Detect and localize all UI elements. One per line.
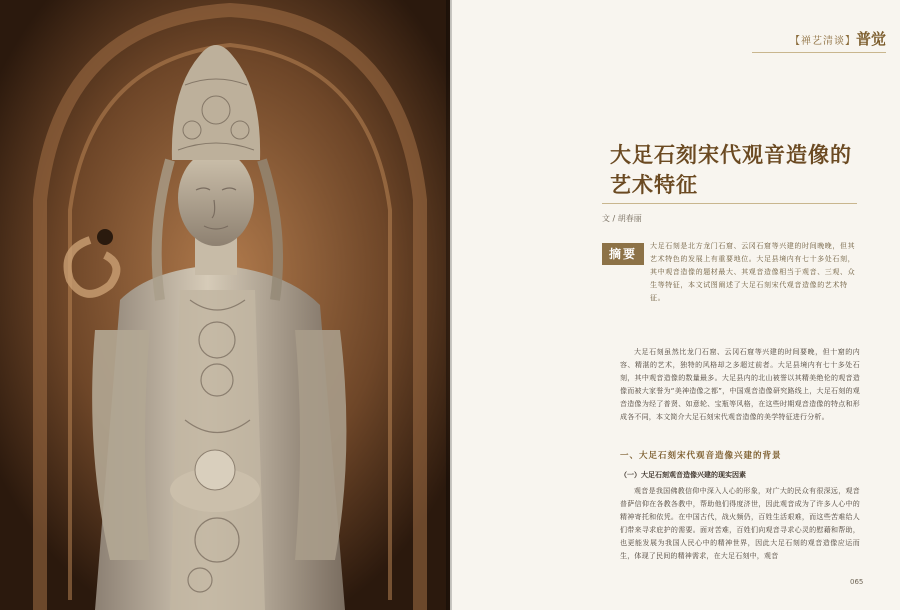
title-line-1: 大足石刻宋代观音造像的 xyxy=(610,142,852,167)
article-title xyxy=(610,140,880,200)
author-byline: 文 / 胡春丽 xyxy=(602,214,642,223)
column-tag: 【禅艺清谈】 xyxy=(790,36,856,47)
abstract-text: 大足石刻是北方龙门石窟、云冈石窟等兴建的时间晚晚，但其艺术特色的发展上有重要地位。大足县境内有七十多处石刻，其中观音造像的题材最大、其观音造像相当于观音、三观、众生等特征，本文试图阐述了大足石刻宋代观音造像的艺术特征。 xyxy=(650,242,856,302)
column-brand-logo: 普觉 xyxy=(855,30,886,48)
body-paragraph-1: 大足石刻虽然比龙门石窟、云冈石窟等兴建的时间要晚，但十窟的内容、精湛的艺术，独特的风格却之多超过前者。大足县境内有七十多处石刻，其中观音造像的数量最多。大足县内的北山被誉以其精美绝伦的观音造像而被大家誉为“美神造像之都”，中国观音造像研究路线上，大足石刻的观音造像为经了普贤、如意轮、宝瓶等风格，在这些时期观音造像的特点和形成各不同，本文简介大足石刻宋代观音造像的美学特征进行分析。 xyxy=(620,348,860,421)
header-rule xyxy=(752,52,886,53)
abstract-label: 摘要 xyxy=(602,243,644,265)
page-number: 065 xyxy=(850,578,864,586)
title-line-2: 艺术特征 xyxy=(610,172,698,197)
article-page xyxy=(452,0,900,610)
title-rule xyxy=(602,203,857,204)
subsection-heading: （一）大足石刻观音造像兴建的现实因素 xyxy=(620,471,746,479)
section-heading: 一、大足石刻宋代观音造像兴建的背景 xyxy=(620,451,782,461)
body-paragraph-2: 观音是我国佛教信仰中深入人心的形象，对广大的民众有很深远，观音普萨信仰在各教各教中，帮助他们得度济世，因此观音成为了许多人心中的精神寄托和依凭。在中国古代，战火频仍，百姓生活艰难，而这些苦难给人们带来寻求庇护的需要。面对苦难，百姓们向观音寻求心灵的慰藉和帮助，也更能发展为我国人民心中的精神世界，因此大足石刻的观音造像应运而生，体现了民间的精神需求，在大足石刻中，观音 xyxy=(620,487,860,560)
